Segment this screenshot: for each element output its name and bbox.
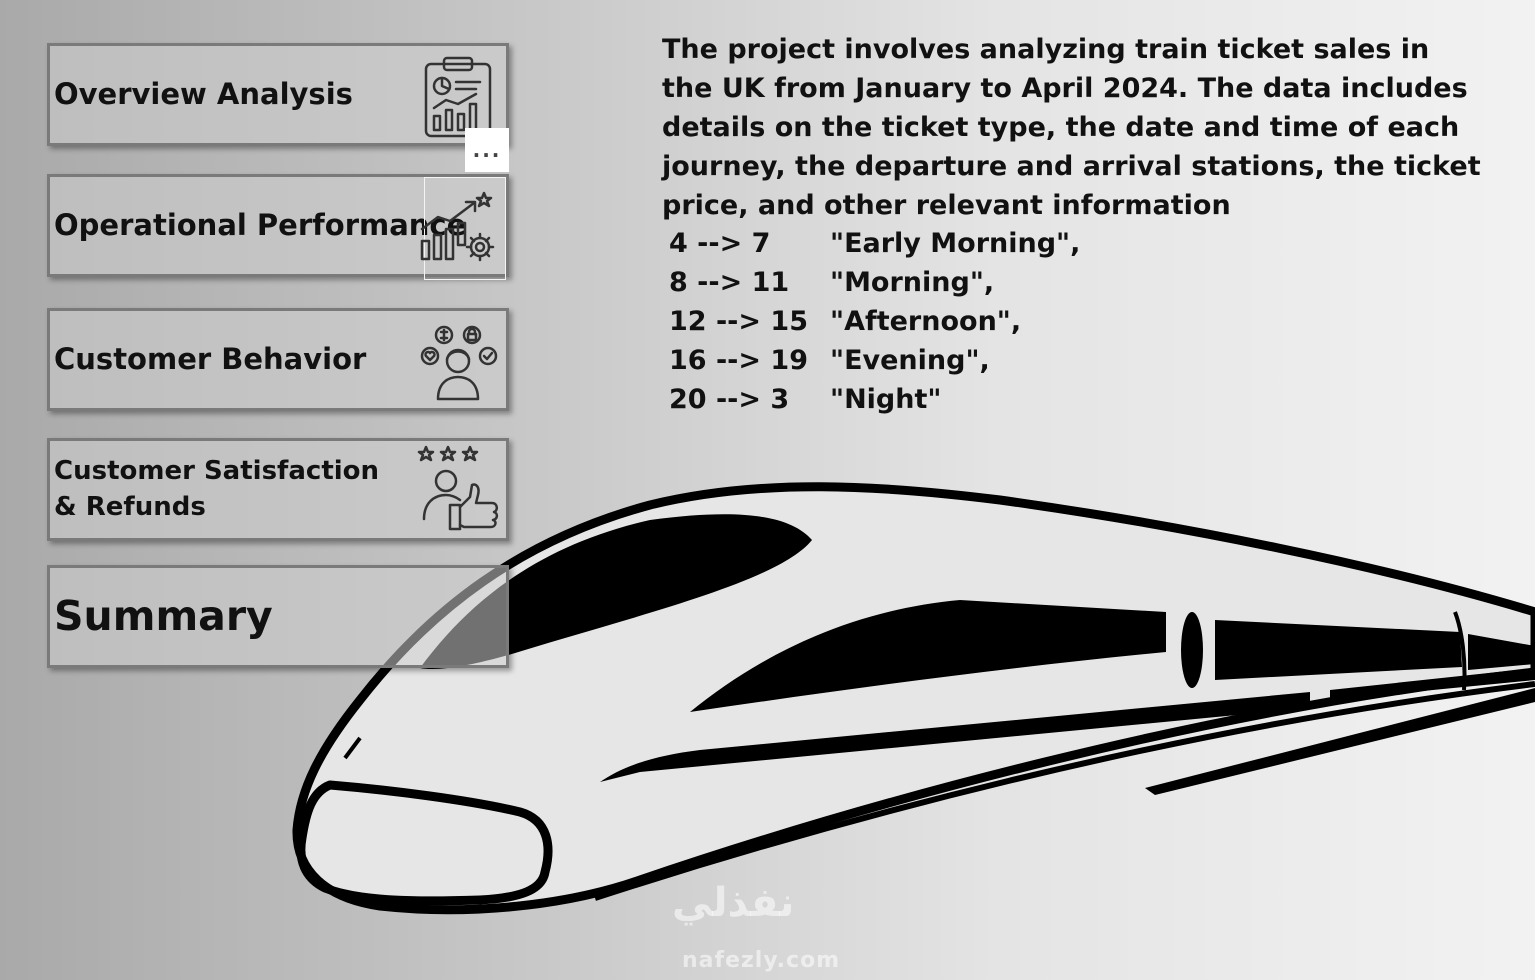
period-range: 16 --> 19 [669,345,808,376]
summary-button[interactable] [47,565,509,668]
period-label: "Afternoon", [830,306,1022,337]
watermark-logo: نفذلي [672,880,795,926]
period-range: 4 --> 7 [669,228,771,259]
time-period-row [669,263,1080,302]
operational-performance-label: Operational Performance [54,207,467,242]
period-range: 12 --> 15 [669,306,808,337]
time-period-list [669,224,1080,419]
customer-preferences-icon [416,319,500,405]
more-options-button[interactable]: ... [465,128,509,172]
customer-behavior-label: Customer Behavior [54,341,367,376]
summary-label: Summary [54,591,273,640]
overview-analysis-label: Overview Analysis [54,76,353,111]
customer-behavior-button[interactable] [47,308,509,411]
customer-satisfaction-refunds-label: Customer Satisfaction & Refunds [54,456,380,522]
period-label: "Early Morning", [830,228,1081,259]
watermark-url: nafezly.com [682,948,841,973]
operational-performance-button[interactable] [47,174,509,277]
overview-analysis-button[interactable] [47,43,509,146]
customer-satisfaction-refunds-button[interactable] [47,438,509,541]
project-description: The project involves analyzing train ticket sales in the UK from January to April 2024. The data includes details on the ticket type, the date and time of each journey, the departure and arrival stations, the ticket price, and other relevant information [662,34,1481,221]
period-label: "Evening", [830,345,990,376]
time-period-row [669,341,1080,380]
growth-chart-gear-icon [416,185,500,271]
time-period-row [669,224,1080,263]
time-period-row [669,380,1080,419]
period-range: 8 --> 11 [669,267,790,298]
period-label: "Morning", [830,267,995,298]
time-period-row [669,302,1080,341]
period-label: "Night" [830,384,942,415]
period-range: 20 --> 3 [669,384,790,415]
rating-thumbs-up-icon [416,445,500,531]
